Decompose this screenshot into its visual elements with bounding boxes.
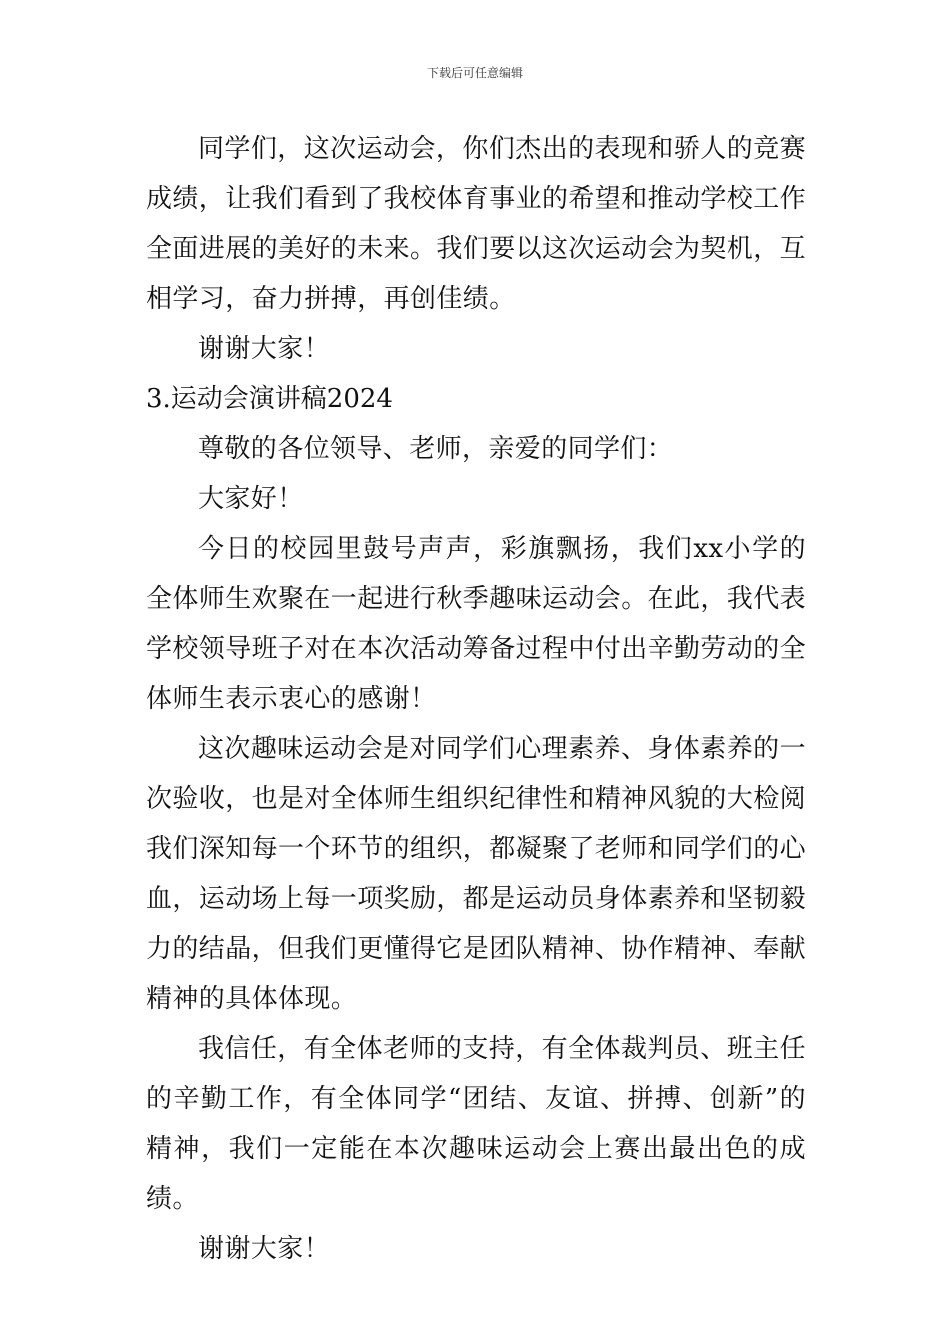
paragraph-salutation: 尊敬的各位领导、老师，亲爱的同学们： xyxy=(198,434,674,464)
paragraph-final-thanks: 谢谢大家！ xyxy=(198,1234,331,1264)
page-header-note: 下载后可任意编辑 xyxy=(426,66,523,80)
paragraph-opening: 今日的校园里鼓号声声，彩旗飘扬，我们xx小学的全体师生欢聚在一起进行秋季趣味运动会。在此，我代表学校领导班子对在本次活动筹备过程中付出辛勤劳动的全体师生表示衷心的感谢！ xyxy=(146,534,807,714)
paragraph-significance: 这次趣味运动会是对同学们心理素养、身体素养的一次验收，也是对全体师生组织纪律性和精神风貌的大检阅我们深知每一个环节的组织，都凝聚了老师和同学们的心血，运动场上每一项奖励，都是运动员身体素养和坚韧毅力的结晶，但我们更懂得它是团队精神、协作精神、奉献精神的具体体现。 xyxy=(146,734,807,1014)
section-heading: 3.运动会演讲稿2024 xyxy=(146,384,393,414)
paragraph-closing-remarks: 同学们，这次运动会，你们杰出的表现和骄人的竞赛成绩，让我们看到了我校体育事业的希望和推动学校工作全面进展的美好的未来。我们要以这次运动会为契机，互相学习，奋力拼搏，再创佳绩。 xyxy=(146,134,807,314)
paragraph-thanks: 谢谢大家！ xyxy=(198,334,331,364)
paragraph-greeting: 大家好！ xyxy=(198,484,304,514)
paragraph-confidence: 我信任，有全体老师的支持，有全体裁判员、班主任的辛勤工作，有全体同学“团结、友谊、拼搏、创新”的精神，我们一定能在本次趣味运动会上赛出最出色的成绩。 xyxy=(146,1034,806,1214)
document-body xyxy=(146,124,806,1274)
